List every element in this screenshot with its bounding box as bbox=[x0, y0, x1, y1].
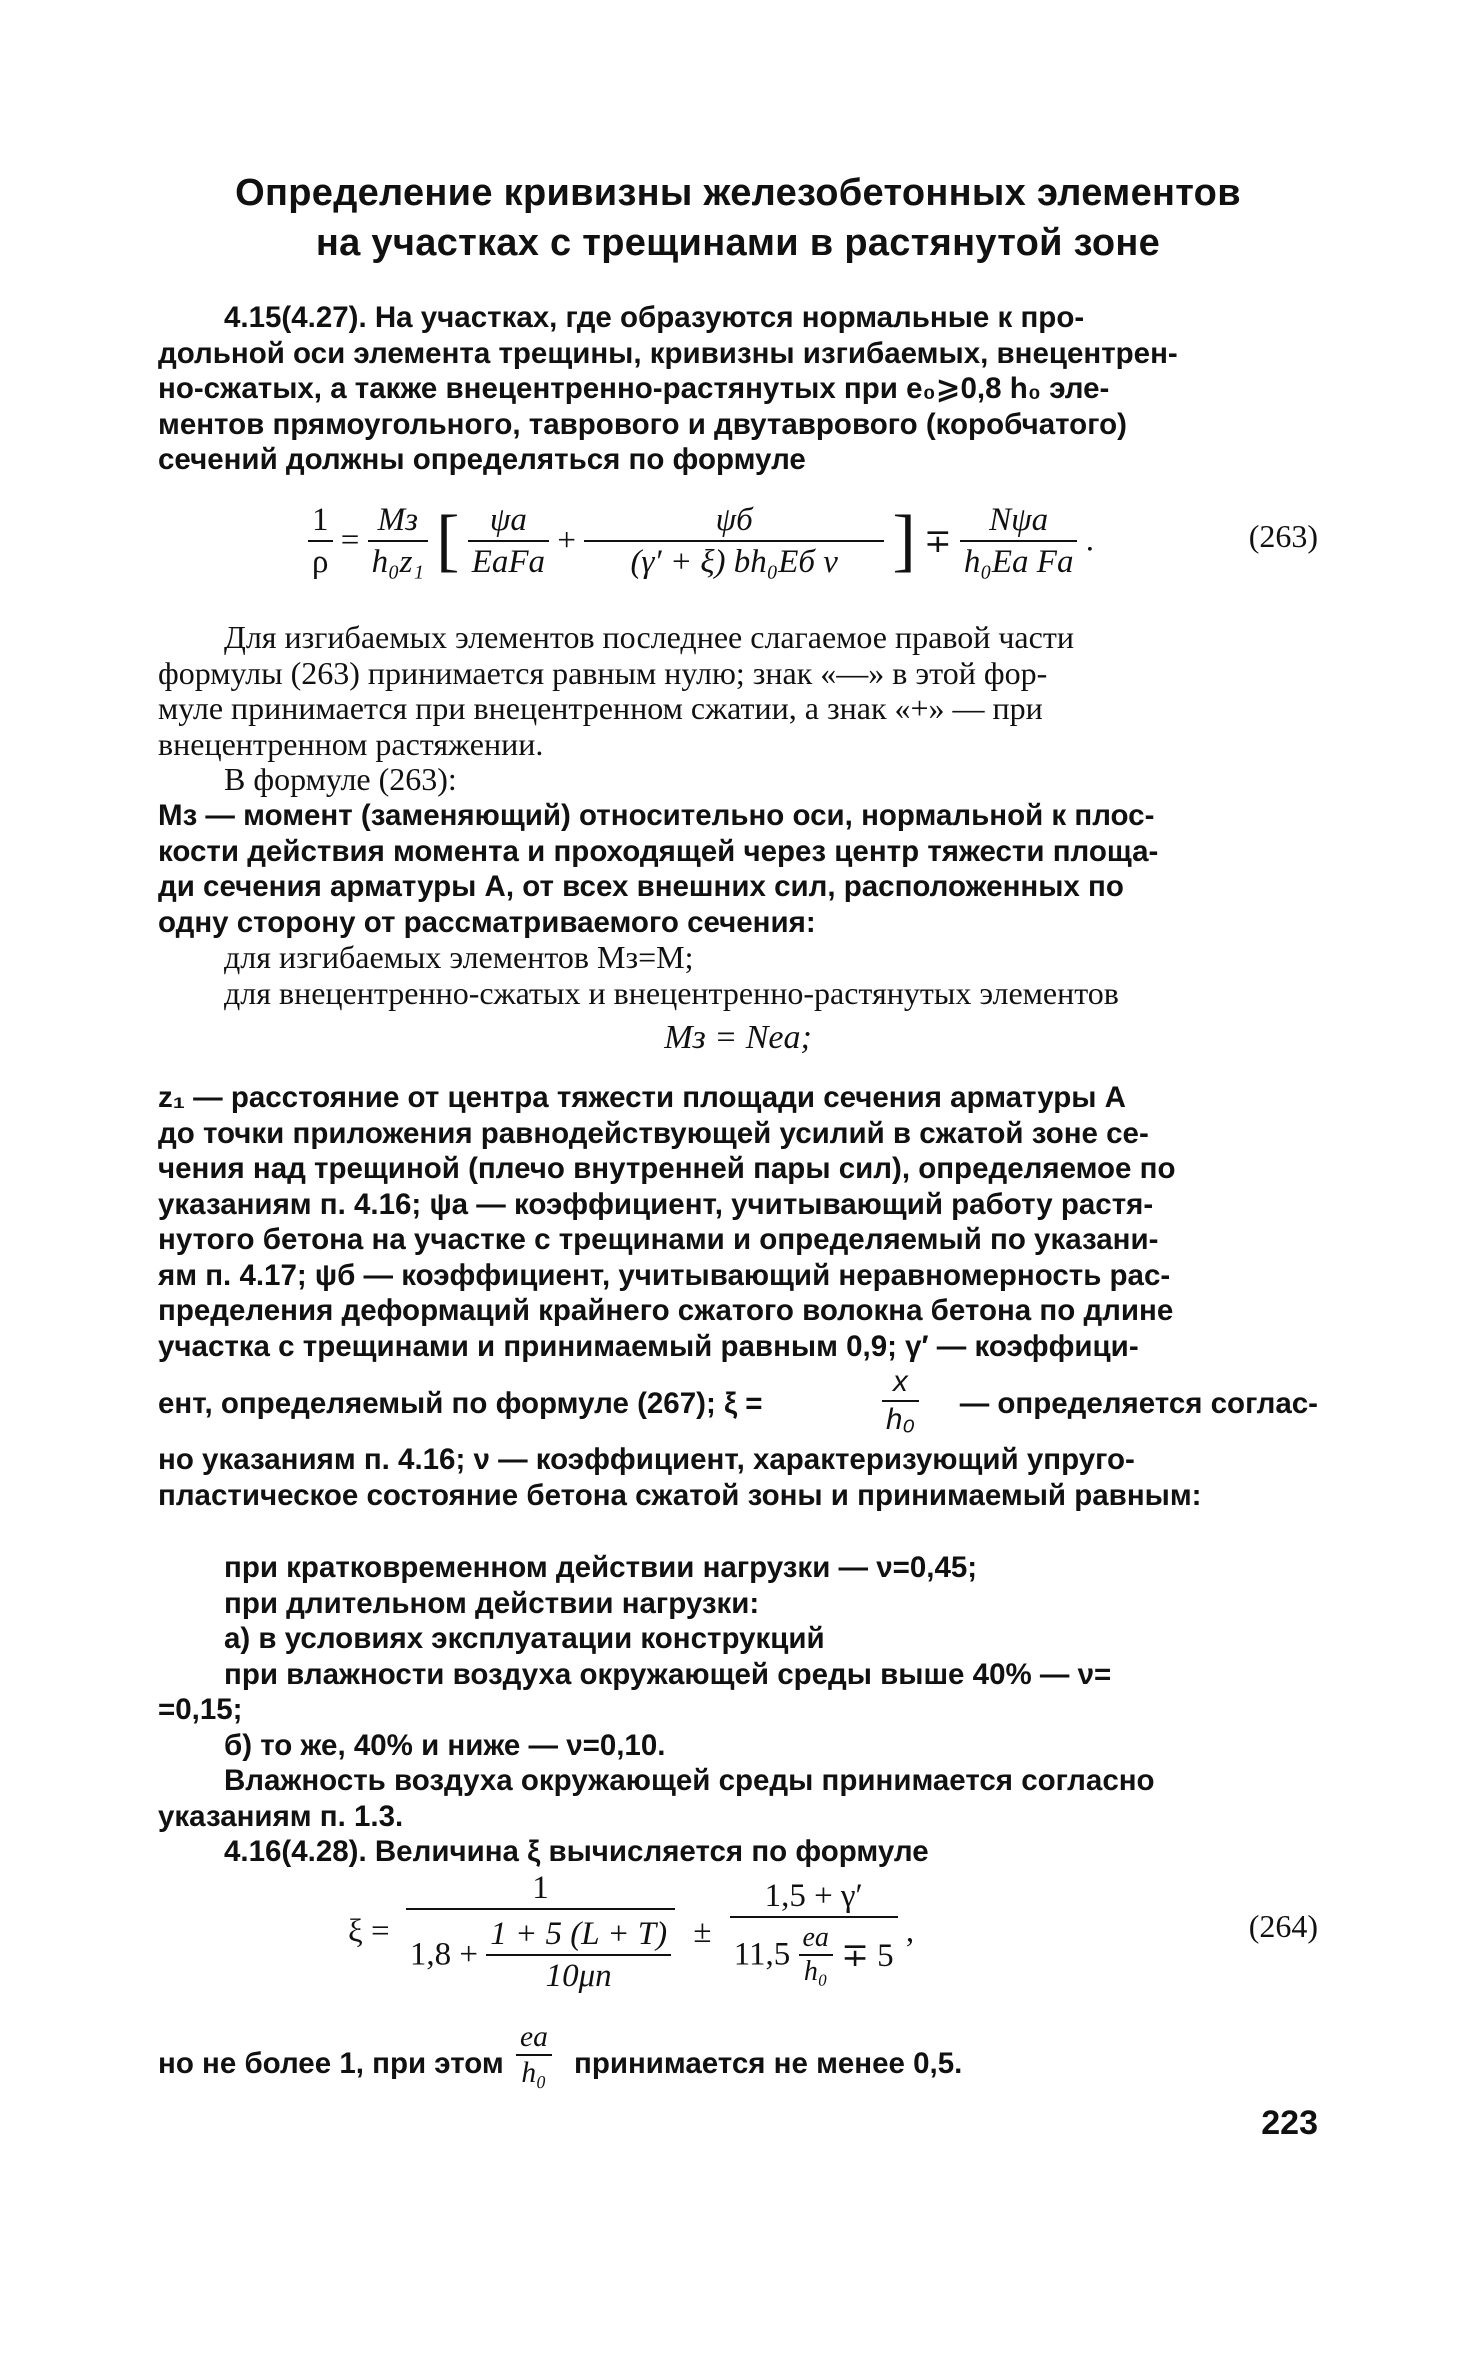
fraction bbox=[960, 500, 1078, 582]
fraction-main-1 bbox=[406, 1868, 675, 1996]
section-title bbox=[158, 168, 1318, 268]
paragraph-sign-note bbox=[158, 620, 1318, 762]
text-line: кости действия момента и проходящей через центр тяжести площа- bbox=[158, 834, 1159, 868]
denominator: (γ′ + ξ) bh₀Eб ν bbox=[630, 544, 838, 580]
text-line: но указаниям п. 4.16; ν — коэффициент, характеризующий упруго- bbox=[158, 1443, 1135, 1476]
text-line: формулы (263) принимается равным нулю; знак «—» в этой фор- bbox=[158, 654, 1048, 691]
text-line: при влажности воздуха окружающей среды выше 40% — ν= bbox=[224, 1657, 1112, 1691]
text-line: Mз — момент (заменяющий) относительно оси, нормальной к плос- bbox=[158, 799, 1155, 832]
text-line: Для изгибаемых элементов последнее слагаемое правой части bbox=[224, 619, 1074, 655]
title-line-2: на участках с трещинами в растянутой зоне bbox=[315, 222, 1161, 264]
numerator: ψа bbox=[489, 502, 527, 538]
text-fragment: ент, определяемый по формуле (267); ξ = bbox=[158, 1387, 763, 1420]
text-line: ди сечения арматуры A, от всех внешних сил, расположенных по bbox=[158, 870, 1124, 903]
text-line: =0,15; bbox=[158, 1693, 243, 1726]
denominator bbox=[406, 1910, 675, 1996]
text-line: для изгибаемых элементов Mз=M; bbox=[224, 939, 694, 975]
denominator: ρ bbox=[312, 544, 329, 580]
text-line: 4.15(4.27). На участках, где образуются нормальные к про- bbox=[224, 301, 1085, 334]
text-line: участка с трещинами и принимаемый равным 0,9; γ′ — коэффици- bbox=[158, 1329, 1139, 1363]
denominator: 10μn bbox=[545, 1958, 612, 1994]
text-line: но-сжатых, а также внецентренно-растянутых при e₀⩾0,8 h₀ эле- bbox=[158, 372, 1110, 405]
paragraph-bending bbox=[158, 940, 1318, 1011]
numerator: 1 + 5 (L + T) bbox=[486, 1914, 671, 1956]
text-line: внецентренном растяжении. bbox=[158, 725, 544, 762]
text-line: при кратковременном действии нагрузки — ν=0,45; bbox=[224, 1551, 978, 1584]
text-line: при длительном действии нагрузки: bbox=[224, 1586, 760, 1620]
text-line: ям п. 4.17; ψб — коэффициент, учитывающий неравномерность рас- bbox=[158, 1258, 1171, 1292]
text-fragment: но не более 1, при этом bbox=[158, 2047, 504, 2080]
fraction-ea-over-h0 bbox=[516, 2020, 552, 2090]
text-fragment: ∓ 5 bbox=[841, 1938, 894, 1974]
numerator: 1 bbox=[308, 500, 333, 542]
text-line: дольной оси элемента трещины, кривизны изгибаемых, внецентрен- bbox=[158, 336, 1178, 370]
text-line: муле принимается при внецентренном сжатии, а знак «+» — при bbox=[158, 690, 1043, 726]
text-line: указаниям п. 4.16; ψа — коэффициент, учитывающий работу растя- bbox=[158, 1187, 1154, 1221]
equation-number: (264) bbox=[1248, 1908, 1318, 1944]
fraction-inner-1 bbox=[486, 1914, 671, 1996]
text-line: указаниям п. 1.3. bbox=[158, 1799, 404, 1833]
text-line: ментов прямоугольного, таврового и двутаврового (коробчатого) bbox=[158, 407, 1127, 441]
numerator: eа bbox=[516, 2020, 552, 2056]
text-line: 4.16(4.28). Величина ξ вычисляется по формуле bbox=[224, 1835, 929, 1868]
fraction bbox=[368, 500, 428, 582]
text-line-with-fraction bbox=[158, 1364, 1318, 1442]
text-line: В формуле (263): bbox=[224, 761, 457, 797]
fraction-x-over-h0 bbox=[882, 1364, 919, 1438]
numerator: ψб bbox=[715, 502, 753, 538]
formula-263: $\frac{1}{\rho}$ = $\frac{Mз}{\text{h₀z₁}}$ [ $\frac{\psi а}{\text{EаFа}}$ + $\frac{\psi б}{\text{(γ′ + ξ) bh₀Eб ν}}$ ] ∓ $\frac{\text{Nψа}}{\text{h₀Eа Fа}}$ . (263) bbox=[158, 490, 1318, 600]
paragraph-moment-def bbox=[158, 798, 1318, 940]
plus-minus: ± bbox=[693, 1913, 712, 1950]
denominator: h₀ bbox=[521, 2057, 547, 2089]
denominator: h₀ bbox=[886, 1403, 915, 1436]
numerator: 1,5 + γ′ bbox=[730, 1876, 898, 1918]
numerator: 1 bbox=[406, 1868, 675, 1910]
numerator: eа bbox=[799, 1922, 833, 1956]
numerator: Mз bbox=[377, 502, 418, 538]
text-line: пластическое состояние бетона сжатой зоны и принимаемый равным: bbox=[158, 1478, 1202, 1512]
formula-264: ξ = 1 1,8 + $\frac{1 + 5 (L + T)}{10\mu n}$ ± 1,5 + γ′ 11,5 $\frac{eа}{\text{h₀}}$ ∓ 5 , (264) bbox=[348, 1870, 1318, 1994]
numerator: x bbox=[882, 1364, 919, 1402]
page-number: 223 bbox=[1261, 2104, 1318, 2142]
text-line: пределения деформаций крайнего сжатого волокна бетона по длине bbox=[158, 1294, 1174, 1327]
text-line: сечений должны определяться по формуле bbox=[158, 443, 806, 476]
equation-number: (263) bbox=[1248, 518, 1318, 554]
title-line-1: Определение кривизны железобетонных элементов bbox=[235, 172, 1241, 214]
text-fragment: — определяется соглас- bbox=[959, 1387, 1318, 1420]
formula-me: Mз = Neа; bbox=[664, 1019, 812, 1056]
text-line: чения над трещиной (плечо внутренней пары сил), определяемое по bbox=[158, 1152, 1176, 1185]
denominator: h₀Eа Fа bbox=[963, 544, 1074, 580]
fraction bbox=[584, 500, 884, 582]
text-line: одну сторону от рассматриваемого сечения: bbox=[158, 905, 816, 939]
paragraph-in-formula bbox=[158, 762, 1318, 798]
fraction bbox=[308, 500, 333, 582]
xi-lhs: ξ = bbox=[348, 1913, 390, 1950]
text-line: а) в условиях эксплуатации конструкций bbox=[224, 1622, 825, 1655]
denominator: h₀ bbox=[803, 1956, 828, 1987]
denominator bbox=[730, 1918, 898, 1988]
text-line: z₁ — расстояние от центра тяжести площади сечения арматуры A bbox=[158, 1081, 1126, 1114]
text-line: б) то же, 40% и ниже — ν=0,10. bbox=[224, 1728, 666, 1762]
text-fragment: принимается не менее 0,5. bbox=[574, 2047, 963, 2080]
text-line: Влажность воздуха окружающей среды принимается согласно bbox=[224, 1764, 1155, 1797]
fraction bbox=[468, 500, 549, 582]
denominator: EаFа bbox=[471, 544, 546, 580]
paragraph-limit bbox=[158, 2020, 1318, 2100]
fraction-inner-2 bbox=[799, 1922, 833, 1988]
text-fragment: 11,5 bbox=[733, 1936, 791, 1973]
numerator: Nψа bbox=[989, 502, 1049, 538]
text-line: до точки приложения равнодействующей усилий в сжатой зоне се- bbox=[158, 1116, 1149, 1150]
paragraph-conditions bbox=[158, 1550, 1318, 1870]
paragraph-z1-def bbox=[158, 1080, 1318, 1513]
denominator: h₀z₁ bbox=[371, 544, 424, 580]
paragraph-4-15 bbox=[158, 300, 1318, 478]
fraction-main-2 bbox=[730, 1876, 898, 1988]
text-line: нутого бетона на участке с трещинами и определяемый по указани- bbox=[158, 1223, 1159, 1256]
text-fragment: 1,8 + bbox=[409, 1936, 478, 1973]
text-line: для внецентренно-сжатых и внецентренно-растянутых элементов bbox=[224, 974, 1119, 1011]
